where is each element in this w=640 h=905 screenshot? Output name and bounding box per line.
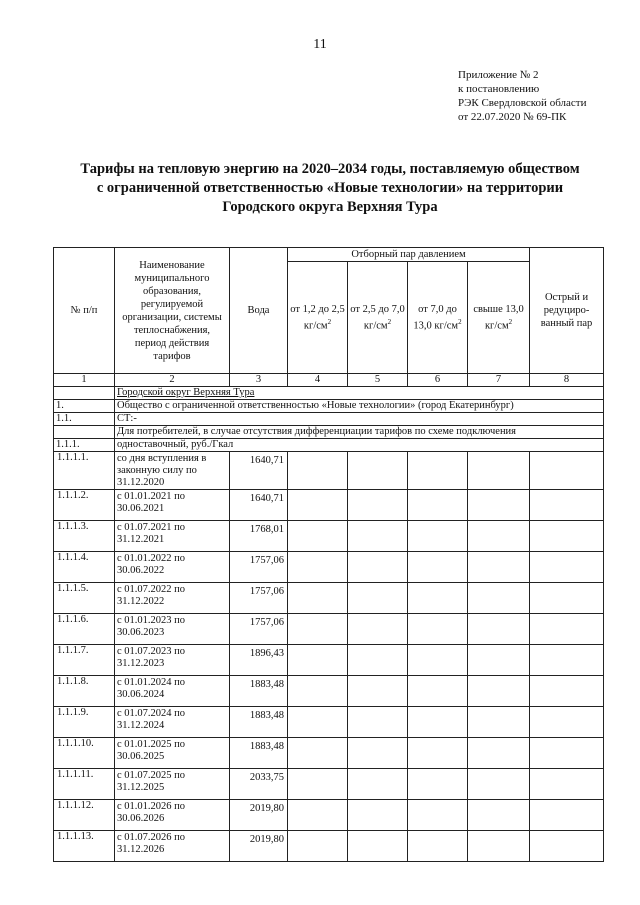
- empty-cell: [288, 831, 348, 862]
- empty-cell: [408, 831, 468, 862]
- empty-cell: [468, 552, 530, 583]
- empty-cell: [468, 583, 530, 614]
- empty-cell: [408, 645, 468, 676]
- empty-cell: [408, 707, 468, 738]
- empty-cell: [468, 452, 530, 490]
- row-num: 1.1.1.8.: [54, 676, 115, 707]
- row-num: 1.1.1.6.: [54, 614, 115, 645]
- rate-label: одноставочный, руб./Гкал: [115, 439, 604, 452]
- row-num: 1.1.1.7.: [54, 645, 115, 676]
- organization-name: Общество с ограниченной ответственностью «Новые технологии» (город Екатеринбург): [115, 400, 604, 413]
- header-steam-2: от 2,5 до 7,0 $кг/см^2$: [348, 262, 408, 374]
- empty-cell: [530, 583, 604, 614]
- empty-cell: [288, 645, 348, 676]
- empty-cell: [288, 521, 348, 552]
- header-steam-1: от 1,2 до 2,5 $кг/см^2$: [288, 262, 348, 374]
- district-name: Городской округ Верхняя Тура: [115, 387, 604, 400]
- empty-cell: [408, 452, 468, 490]
- row-water-value: 1896,43: [230, 645, 288, 676]
- empty-cell: [468, 800, 530, 831]
- empty-cell: [408, 583, 468, 614]
- document-title: [40, 160, 620, 217]
- row-period: с 01.07.2022 по 31.12.2022: [115, 583, 230, 614]
- empty-cell: [348, 707, 408, 738]
- empty-cell: [348, 614, 408, 645]
- empty-cell: [348, 676, 408, 707]
- row-period: с 01.07.2024 по 31.12.2024: [115, 707, 230, 738]
- row-num: 1.1.1.3.: [54, 521, 115, 552]
- empty-cell: [288, 738, 348, 769]
- empty-cell: [288, 800, 348, 831]
- empty-cell: [348, 521, 408, 552]
- empty-cell: [348, 738, 408, 769]
- organization-num: 1.: [54, 400, 115, 413]
- system-row: [54, 413, 604, 426]
- empty-cell: [468, 521, 530, 552]
- column-number-row: [54, 374, 604, 387]
- row-num: 1.1.1.9.: [54, 707, 115, 738]
- row-water-value: 1883,48: [230, 738, 288, 769]
- row-num: 1.1.1.13.: [54, 831, 115, 862]
- row-water-value: 1757,06: [230, 614, 288, 645]
- empty-cell: [530, 676, 604, 707]
- empty-cell: [408, 552, 468, 583]
- table-row: [54, 707, 604, 738]
- row-water-value: 1883,48: [230, 676, 288, 707]
- appendix-line: Приложение № 2: [458, 69, 539, 81]
- empty-cell: [468, 738, 530, 769]
- empty-cell: [408, 614, 468, 645]
- consumers-label: Для потребителей, в случае отсутствия дифференциации тарифов по схеме подключения: [115, 426, 604, 439]
- column-number: 8: [530, 374, 604, 387]
- appendix-line: к постановлению: [458, 83, 540, 95]
- empty-cell: [288, 583, 348, 614]
- table-row: [54, 521, 604, 552]
- header-steam-group: Отборный пар давлением: [288, 248, 530, 262]
- empty-cell: [408, 769, 468, 800]
- row-water-value: 1640,71: [230, 452, 288, 490]
- empty-cell: [288, 614, 348, 645]
- row-num: 1.1.1.10.: [54, 738, 115, 769]
- empty-cell: [408, 521, 468, 552]
- row-num: 1.1.1.5.: [54, 583, 115, 614]
- empty-cell: [408, 738, 468, 769]
- row-period: с 01.07.2026 по 31.12.2026: [115, 831, 230, 862]
- row-num: 1.1.1.4.: [54, 552, 115, 583]
- appendix-block: [458, 68, 586, 124]
- consumers-row: [54, 426, 604, 439]
- page-number: 11: [313, 37, 327, 52]
- row-water-value: 2019,80: [230, 831, 288, 862]
- row-period: со дня вступления в законную силу по 31.12.2020: [115, 452, 230, 490]
- table-row: [54, 490, 604, 521]
- row-num: 1.1.1.12.: [54, 800, 115, 831]
- column-number: 7: [468, 374, 530, 387]
- column-number: 1: [54, 374, 115, 387]
- empty-cell: [468, 490, 530, 521]
- empty-cell: [408, 490, 468, 521]
- header-steam-4: свыше 13,0 $кг/см^2$: [468, 262, 530, 374]
- table-row: [54, 552, 604, 583]
- empty-cell: [288, 552, 348, 583]
- row-water-value: 1883,48: [230, 707, 288, 738]
- rate-num: 1.1.1.: [54, 439, 115, 452]
- column-number: 2: [115, 374, 230, 387]
- district-row: [54, 387, 604, 400]
- header-sharp-steam: Острый и редуциро-ванный пар: [530, 248, 604, 374]
- table-row: [54, 676, 604, 707]
- table-row: [54, 583, 604, 614]
- table-row: [54, 452, 604, 490]
- empty-cell: [348, 769, 408, 800]
- title-line: Городского округа Верхняя Тура: [222, 199, 438, 215]
- empty-cell: [288, 490, 348, 521]
- header-water: Вода: [230, 248, 288, 374]
- row-water-value: 2019,80: [230, 800, 288, 831]
- empty-cell: [530, 738, 604, 769]
- row-period: с 01.07.2025 по 31.12.2025: [115, 769, 230, 800]
- empty-cell: [348, 552, 408, 583]
- organization-row: [54, 400, 604, 413]
- row-period: с 01.01.2023 по 30.06.2023: [115, 614, 230, 645]
- empty-cell: [348, 645, 408, 676]
- empty-cell: [288, 707, 348, 738]
- header-steam-3: от 7,0 до 13,0 $кг/см^2$: [408, 262, 468, 374]
- row-num: 1.1.1.1.: [54, 452, 115, 490]
- row-num: 1.1.1.11.: [54, 769, 115, 800]
- header-num: № п/п: [54, 248, 115, 374]
- row-water-value: 2033,75: [230, 769, 288, 800]
- empty-cell: [468, 645, 530, 676]
- column-number: 6: [408, 374, 468, 387]
- column-number: 3: [230, 374, 288, 387]
- title-line: Тарифы на тепловую энергию на 2020–2034 годы, поставляемую обществом: [80, 161, 580, 177]
- empty-cell: [348, 490, 408, 521]
- appendix-line: РЭК Свердловской области: [458, 97, 587, 109]
- empty-cell: [468, 676, 530, 707]
- column-number: 5: [348, 374, 408, 387]
- empty-cell: [468, 831, 530, 862]
- empty-cell: [530, 490, 604, 521]
- empty-cell: [530, 452, 604, 490]
- row-period: с 01.07.2023 по 31.12.2023: [115, 645, 230, 676]
- table-row: [54, 831, 604, 862]
- title-line: с ограниченной ответственностью «Новые технологии» на территории: [96, 180, 564, 196]
- tariffs-table: [53, 247, 604, 862]
- empty-cell: [288, 769, 348, 800]
- system-label: СТ:-: [115, 413, 604, 426]
- empty-cell: [348, 583, 408, 614]
- table-row: [54, 738, 604, 769]
- header-name: Наименование муниципального образования, регулируемой организации, системы теплоснабжения, период действия тарифов: [115, 248, 230, 374]
- system-num: 1.1.: [54, 413, 115, 426]
- appendix-line: от 22.07.2020 № 69-ПК: [458, 111, 567, 123]
- table-row: [54, 645, 604, 676]
- row-period: с 01.01.2024 по 30.06.2024: [115, 676, 230, 707]
- row-num: 1.1.1.2.: [54, 490, 115, 521]
- row-water-value: 1757,06: [230, 583, 288, 614]
- empty-cell: [530, 707, 604, 738]
- table-row: [54, 614, 604, 645]
- column-number: 4: [288, 374, 348, 387]
- empty-cell: [408, 676, 468, 707]
- rate-row: [54, 439, 604, 452]
- empty-cell: [530, 800, 604, 831]
- empty-cell: [348, 800, 408, 831]
- empty-cell: [530, 521, 604, 552]
- row-period: с 01.01.2026 по 30.06.2026: [115, 800, 230, 831]
- empty-cell: [530, 552, 604, 583]
- empty-cell: [468, 707, 530, 738]
- empty-cell: [530, 645, 604, 676]
- empty-cell: [288, 452, 348, 490]
- row-period: с 01.01.2025 по 30.06.2025: [115, 738, 230, 769]
- empty-cell: [348, 452, 408, 490]
- empty-cell: [468, 614, 530, 645]
- row-period: с 01.01.2022 по 30.06.2022: [115, 552, 230, 583]
- empty-cell: [468, 769, 530, 800]
- empty-cell: [408, 800, 468, 831]
- empty-cell: [530, 614, 604, 645]
- empty-cell: [288, 676, 348, 707]
- table-row: [54, 769, 604, 800]
- row-period: с 01.01.2021 по 30.06.2021: [115, 490, 230, 521]
- empty-cell: [530, 831, 604, 862]
- empty-cell: [348, 831, 408, 862]
- table-row: [54, 800, 604, 831]
- empty-cell: [530, 769, 604, 800]
- row-water-value: 1757,06: [230, 552, 288, 583]
- row-water-value: 1768,01: [230, 521, 288, 552]
- row-period: с 01.07.2021 по 31.12.2021: [115, 521, 230, 552]
- row-water-value: 1640,71: [230, 490, 288, 521]
